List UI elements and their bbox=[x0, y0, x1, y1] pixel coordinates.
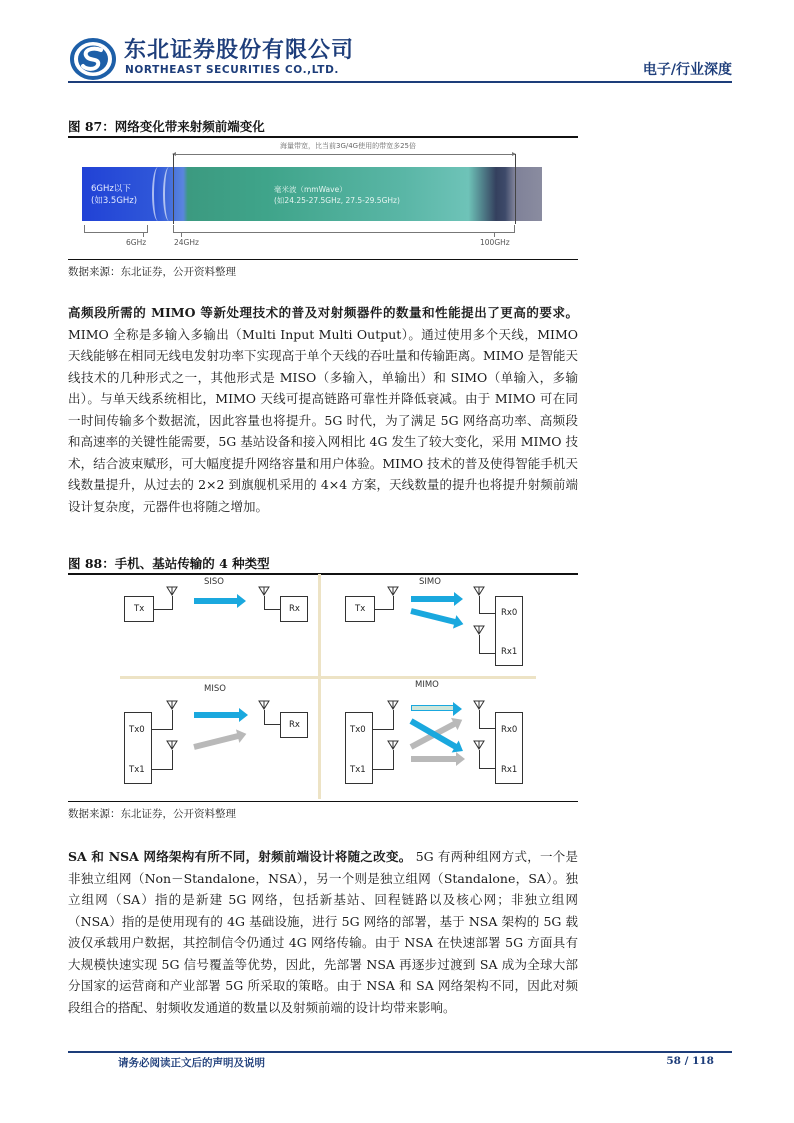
tick-100ghz bbox=[494, 233, 495, 237]
wire bbox=[479, 635, 480, 653]
wire bbox=[373, 769, 393, 770]
antenna-icon bbox=[473, 740, 485, 750]
wire bbox=[479, 750, 480, 768]
footer-disclaimer: 请务必阅读正文后的声明及说明 bbox=[118, 1057, 265, 1069]
antenna-icon bbox=[473, 625, 485, 635]
paragraph-mimo bbox=[68, 302, 578, 517]
figure-88-source: 数据来源：东北证券，公开资料整理 bbox=[68, 808, 236, 820]
antenna-icon bbox=[387, 586, 399, 596]
signal-arrow-gray bbox=[193, 733, 239, 750]
antenna-icon bbox=[166, 740, 178, 750]
figure-87-bottom-rule bbox=[68, 259, 578, 260]
signal-arrow-gray bbox=[411, 756, 457, 762]
paragraph-mimo-lead: 高频段所需的 MIMO 等新处理技术的普及对射频器件的数量和性能提出了更高的要求。 bbox=[68, 305, 578, 320]
signal-arrow-outlined bbox=[411, 705, 455, 711]
company-name-en: NORTHEAST SECURITIES CO.,LTD. bbox=[125, 64, 339, 76]
page-number: 58 / 118 bbox=[666, 1055, 714, 1067]
mmwave-label: 毫米波（mmWave） (如24.25-27.5GHz, 27.5-29.5GHz) bbox=[274, 185, 400, 205]
wire bbox=[264, 724, 280, 725]
wire bbox=[152, 769, 172, 770]
wire bbox=[479, 613, 495, 614]
wire bbox=[393, 710, 394, 730]
wire bbox=[373, 729, 393, 730]
figure-87-spectrum-diagram bbox=[68, 137, 578, 257]
company-name-cn: 东北证券股份有限公司 bbox=[124, 38, 355, 63]
wire bbox=[393, 596, 394, 610]
mmwave-bracket bbox=[173, 225, 515, 233]
signal-arrow-blue bbox=[410, 608, 456, 625]
bandwidth-double-arrow-icon bbox=[173, 154, 515, 155]
figure-88-title: 图 88：手机、基站传输的 4 种类型 bbox=[68, 556, 270, 571]
antenna-icon bbox=[473, 586, 485, 596]
signal-arrow-blue bbox=[194, 712, 240, 718]
figure-88-transmission-types bbox=[68, 574, 578, 799]
quadrant-divider-horizontal bbox=[120, 676, 536, 679]
wire bbox=[393, 750, 394, 770]
tick-label-24ghz: 24GHz bbox=[174, 238, 199, 247]
antenna-icon bbox=[166, 586, 178, 596]
signal-arrow-blue bbox=[411, 596, 455, 602]
figure-88-bottom-rule bbox=[68, 801, 578, 802]
paragraph-sa-nsa bbox=[68, 846, 578, 1018]
wire bbox=[479, 710, 480, 728]
report-section: 电子/行业深度 bbox=[642, 62, 732, 78]
tick-label-100ghz: 100GHz bbox=[480, 238, 510, 247]
signal-arrow-blue bbox=[194, 598, 238, 604]
sub6-bracket bbox=[84, 225, 148, 233]
sub6-label: 6GHz以下 (如3.5GHz) bbox=[91, 184, 138, 206]
antenna-icon bbox=[258, 586, 270, 596]
wire bbox=[264, 596, 265, 609]
rx-box: Rx0 Rx1 bbox=[495, 712, 523, 784]
tx-box: Tx bbox=[124, 596, 154, 622]
tick-label-6ghz: 6GHz bbox=[126, 238, 147, 247]
tx-box: Tx0 Tx1 bbox=[345, 712, 373, 784]
tick-24ghz bbox=[181, 233, 182, 237]
rx-box: Rx bbox=[280, 596, 308, 622]
mode-label: SIMO bbox=[419, 577, 441, 587]
range-end-line bbox=[515, 154, 516, 224]
range-start-line bbox=[173, 154, 174, 224]
paragraph-sa-nsa-body: 5G 有两种组网方式，一个是非独立组网（Non－Standalone，NSA），另一个则是独立组网（Standalone，SA）。独立组网（SA）指的是新建 5G 网络，包括新基站、回程链路以及核心网；非独立组网（NSA）指的是使用现有的 4G 基础设施，进行 5G 网络的部署，基于 NSA 架构的 5G 载波仅承载用户数据，其控制信令仍通过 4G 网络传输。由于 NSA 在快速部署 5G 方面具有大规模快速实现 5G 信号覆盖等优势，因此，先部署 NSA 再逐步过渡到 SA 成为全球大部分国家的运营商和产业部署 5G 所采取的策略。由于 NSA 和 SA 网络架构不同，因此对频段组合的搭配、射频收发通道的数量以及射频前端的设计均带来影响。 bbox=[68, 849, 578, 1015]
page-header bbox=[68, 38, 732, 80]
rx-box: Rx0 Rx1 bbox=[495, 596, 523, 666]
wire bbox=[375, 609, 393, 610]
tx-box: Tx0 Tx1 bbox=[124, 712, 152, 784]
figure-87-source: 数据来源：东北证券，公开资料整理 bbox=[68, 266, 236, 278]
wire bbox=[154, 609, 172, 610]
antenna-icon bbox=[387, 700, 399, 710]
antenna-icon bbox=[258, 700, 270, 710]
figure-87-title: 图 87：网络变化带来射频前端变化 bbox=[68, 119, 265, 134]
rx-box: Rx bbox=[280, 712, 308, 738]
footer-divider bbox=[68, 1051, 732, 1053]
bandwidth-note: 海量带宽，比当前3G/4G使用的带宽多25倍 bbox=[279, 142, 417, 150]
wire bbox=[479, 728, 495, 729]
paragraph-sa-nsa-lead: SA 和 NSA 网络架构有所不同，射频前端设计将随之改变。 bbox=[68, 849, 412, 864]
wire bbox=[264, 710, 265, 724]
wire bbox=[172, 710, 173, 730]
wire bbox=[479, 596, 480, 613]
wire bbox=[479, 653, 495, 654]
antenna-icon bbox=[473, 700, 485, 710]
wire bbox=[152, 729, 172, 730]
paragraph-mimo-body: MIMO 全称是多输入多输出（Multi Input Multi Output）。通过使用多个天线，MIMO 天线能够在相同无线电发射功率下实现高于单个天线的吞吐量和传输距离。MIMO 是智能天线技术的几种形式之一，其他形式是 MISO（多输入，单输出）和 SIMO（单输入，多输出）。与单天线系统相比，MIMO 天线可提高链路可靠性并降低衰减。由于 MIMO 可在同一时间传输多个数据流，因此容量也将提升。5G 时代，为了满足 5G 网络高功率、高频段和高速率的关键性能需要，5G 基站设备和接入网相比 4G 发生了较大变化，采用 MIMO 技术，结合波束赋形，可大幅度提升网络容量和用户体验。MIMO 技术的普及使得智能手机天线数量提升，从过去的 2×2 到旗舰机采用的 4×4 方案，天线数量的提升也将提升射频前端设计复杂度，元器件也将随之增加。 bbox=[68, 326, 578, 514]
quadrant-divider-vertical bbox=[318, 574, 321, 799]
wire bbox=[479, 768, 495, 769]
tick-6ghz bbox=[143, 233, 144, 237]
tx-box: Tx bbox=[345, 596, 375, 622]
company-logo-icon bbox=[70, 38, 116, 80]
antenna-icon bbox=[387, 740, 399, 750]
antenna-icon bbox=[166, 700, 178, 710]
header-divider bbox=[68, 81, 732, 83]
wire bbox=[264, 609, 280, 610]
mode-label: SISO bbox=[204, 577, 224, 587]
mode-label: MIMO bbox=[415, 680, 439, 690]
wire bbox=[172, 596, 173, 610]
mode-label: MISO bbox=[204, 684, 226, 694]
wire bbox=[172, 750, 173, 770]
